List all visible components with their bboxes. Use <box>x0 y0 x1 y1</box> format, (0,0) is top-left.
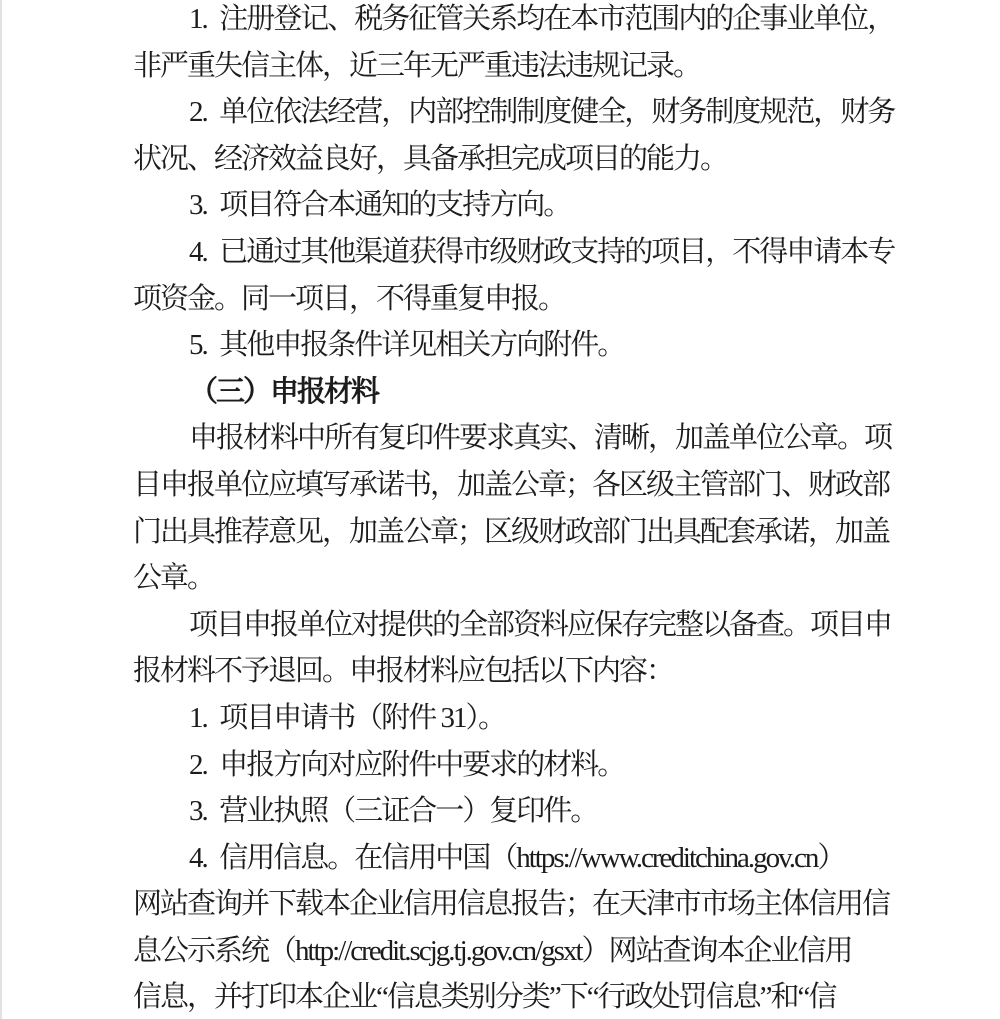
doc-line: 4. 信用信息。在信用中国（https://www.creditchina.gov.cn） <box>189 841 845 874</box>
doc-line: 3. 营业执照（三证合一）复印件。 <box>189 795 598 828</box>
doc-line: 状况、经济效益良好，具备承担完成项目的能力。 <box>133 142 728 175</box>
doc-line: 4. 已通过其他渠道获得市级财政支持的项目，不得申请本专 <box>189 235 895 268</box>
doc-line: 项资金。同一项目，不得重复申报。 <box>133 282 566 315</box>
doc-line: 项目申报单位对提供的全部资料应保存完整以备查。项目申 <box>189 608 892 641</box>
doc-line: 目申报单位应填写承诺书，加盖公章；各区级主管部门、财政部 <box>133 468 890 501</box>
doc-line: 2. 单位依法经营，内部控制制度健全，财务制度规范，财务 <box>189 96 895 129</box>
doc-line: 报材料不予退回。申报材料应包括以下内容： <box>133 655 674 688</box>
doc-line: 3. 项目符合本通知的支持方向。 <box>189 189 571 222</box>
doc-line: 公章。 <box>133 562 215 595</box>
doc-line: 网站查询并下载本企业信用信息报告；在天津市市场主体信用信 <box>133 888 890 921</box>
document-text-block <box>133 0 895 1019</box>
doc-line: 1. 注册登记、税务征管关系均在本市范围内的企事业单位， <box>189 3 895 35</box>
doc-line: 2. 申报方向对应附件中要求的材料。 <box>189 748 625 781</box>
doc-line: 息公示系统（http://credit.scjg.tj.gov.cn/gsxt）网站查询本企业信用 <box>133 934 852 967</box>
doc-line: 非严重失信主体，近三年无严重违法违规记录。 <box>133 49 701 82</box>
page-edge-shadow <box>0 0 2 1019</box>
doc-line: 5. 其他申报条件详见相关方向附件。 <box>189 329 625 362</box>
doc-line: 申报材料中所有复印件要求真实、清晰，加盖单位公章。项 <box>189 422 892 455</box>
doc-line: 信息，并打印本企业“信息类别分类”下“行政处罚信息”和“信 <box>133 981 836 1014</box>
section-heading: （三）申报材料 <box>189 375 379 408</box>
doc-line: 1. 项目申请书（附件 31）。 <box>189 701 506 734</box>
doc-line: 门出具推荐意见，加盖公章；区级财政部门出具配套承诺，加盖 <box>133 515 890 548</box>
